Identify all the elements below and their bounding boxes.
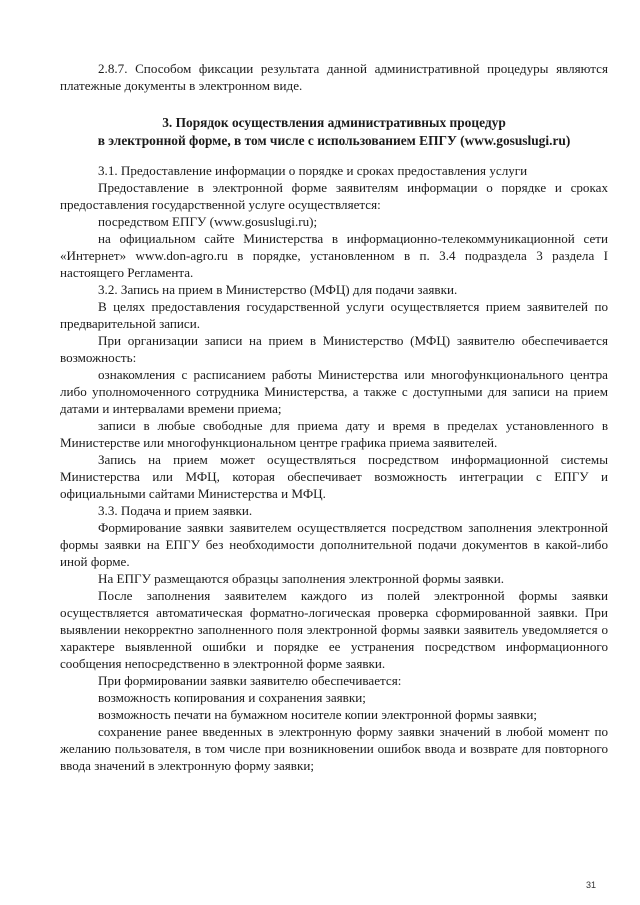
paragraph: Запись на прием может осуществляться посредством информационной системы Министерства или МФЦ, которая обеспечивает возможность интеграции с ЕПГУ и официальными сайтами Министерства и МФЦ.: [60, 452, 608, 501]
paragraph-3-3: 3.3. Подача и прием заявки.: [98, 503, 253, 518]
paragraph: записи в любые свободные для приема дату и время в пределах установленного в Министерстве или многофункциональном центре графика приема заявителей.: [60, 418, 608, 450]
paragraph: сохранение ранее введенных в электронную форму заявки значений в любой момент по желанию пользователя, в том числе при возникновении ошибок ввода и возврате для повторного ввода значений в электронную форму заявки;: [60, 724, 608, 773]
paragraph: на официальном сайте Министерства в информационно-телекоммуникационной сети «Интернет» www.don-agro.ru в порядке, установленном в п. 3.4 подраздела 3 раздела I настоящего Регламента.: [60, 231, 608, 280]
document-body: [60, 60, 608, 774]
section-heading: [60, 114, 608, 150]
paragraph: посредством ЕПГУ (www.gosuslugi.ru);: [98, 214, 318, 229]
paragraph: ознакомления с расписанием работы Министерства или многофункционального центра либо уполномоченного сотрудника Министерства, а также с доступными для записи на прием датами и интервалами времени приема;: [60, 367, 608, 416]
section-title-line-1: 3. Порядок осуществления административных процедур: [162, 115, 506, 130]
paragraph-3-2: 3.2. Запись на прием в Министерство (МФЦ) для подачи заявки.: [98, 282, 458, 297]
paragraph: Формирование заявки заявителем осуществляется посредством заполнения электронной формы заявки на ЕПГУ без необходимости дополнительной подачи документов в какой-либо иной форме.: [60, 520, 608, 569]
page-number: 31: [586, 880, 597, 890]
paragraph: При формировании заявки заявителю обеспечивается:: [98, 673, 402, 688]
paragraph: Предоставление в электронной форме заявителям информации о порядке и сроках предоставления государственной услуге осуществляется:: [60, 180, 608, 212]
paragraph-3-1: 3.1. Предоставление информации о порядке и сроках предоставления услуги: [98, 163, 528, 178]
section-title-line-2: в электронной форме, в том числе с использованием ЕПГУ (www.gosuslugi.ru): [97, 133, 571, 148]
intro-paragraph: 2.8.7. Способом фиксации результата данной административной процедуры являются платежные документы в электронном виде.: [60, 61, 608, 93]
paragraph: При организации записи на прием в Министерство (МФЦ) заявителю обеспечивается возможность:: [60, 333, 608, 365]
paragraph: На ЕПГУ размещаются образцы заполнения электронной формы заявки.: [98, 571, 505, 586]
paragraph: возможность копирования и сохранения заявки;: [98, 690, 366, 705]
paragraph: В целях предоставления государственной услуги осуществляется прием заявителей по предварительной записи.: [60, 299, 608, 331]
paragraph: После заполнения заявителем каждого из полей электронной формы заявки осуществляется автоматическая форматно-логическая проверка сформированной заявки. При выявлении некорректно заполненного поля электронной формы заявки заявитель уведомляется о характере выявленной ошибки и порядке ее устранения посредством информационного сообщения непосредственно в электронной форме заявки.: [60, 588, 608, 671]
paragraph: возможность печати на бумажном носителе копии электронной формы заявки;: [98, 707, 537, 722]
